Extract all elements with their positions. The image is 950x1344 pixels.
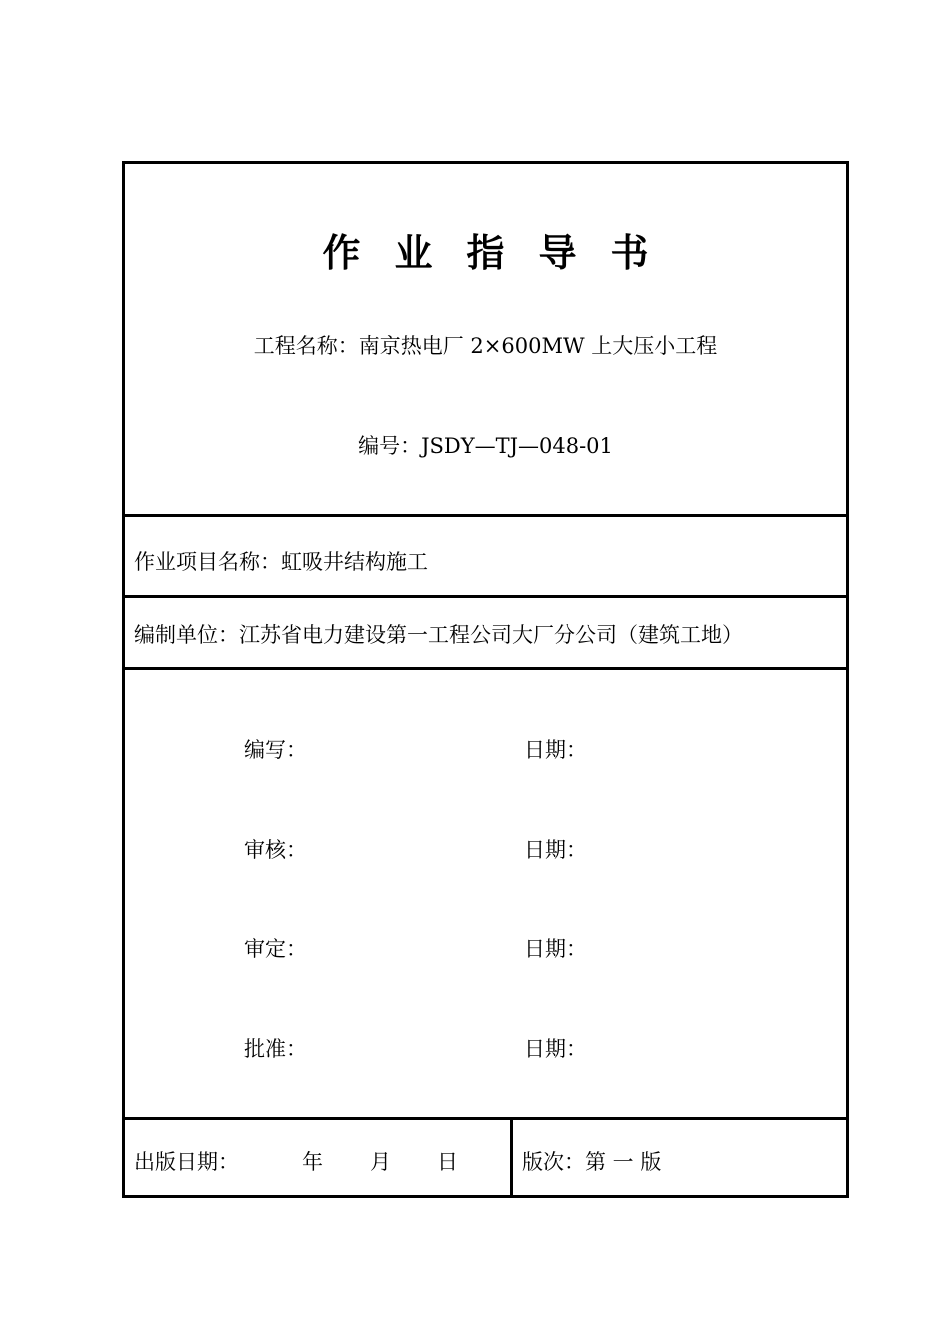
- work-item-name: 作业项目名称：虹吸井结构施工: [134, 550, 428, 574]
- signature-date-label: 日期：: [524, 738, 587, 762]
- signature-row-review: [125, 834, 846, 864]
- signature-date-label: 日期：: [524, 838, 587, 862]
- signature-role: 批准：: [244, 1037, 307, 1061]
- unit-row: [125, 598, 846, 670]
- document-title: 作业指导书: [322, 230, 683, 275]
- project-name: 工程名称：南京热电厂 2×600MW 上大压小工程: [253, 334, 718, 358]
- edition-label: 版次：第 一 版: [522, 1150, 662, 1174]
- instruction-form: [122, 161, 849, 1198]
- publish-month: 月: [370, 1150, 391, 1174]
- footer-divider: [510, 1120, 513, 1195]
- signature-row-approve: [125, 933, 846, 963]
- document-number: 编号：JSDY—TJ—048-01: [358, 434, 613, 458]
- publish-day: 日: [437, 1150, 458, 1174]
- form-header: [125, 164, 846, 517]
- signature-role: 审定：: [244, 937, 307, 961]
- signature-role: 审核：: [244, 838, 307, 862]
- publish-year: 年: [302, 1150, 323, 1174]
- signature-date-label: 日期：: [524, 937, 587, 961]
- publish-date-label: 出版日期：: [134, 1150, 239, 1174]
- compiling-unit: 编制单位：江苏省电力建设第一工程公司大厂分公司（建筑工地）: [134, 623, 743, 647]
- signature-date-label: 日期：: [524, 1037, 587, 1061]
- signature-row-ratify: [125, 1033, 846, 1063]
- work-item-row: [125, 517, 846, 598]
- signature-row-write: [125, 734, 846, 764]
- form-footer: [125, 1120, 846, 1195]
- signature-role: 编写：: [244, 738, 307, 762]
- signature-block: [125, 670, 846, 1120]
